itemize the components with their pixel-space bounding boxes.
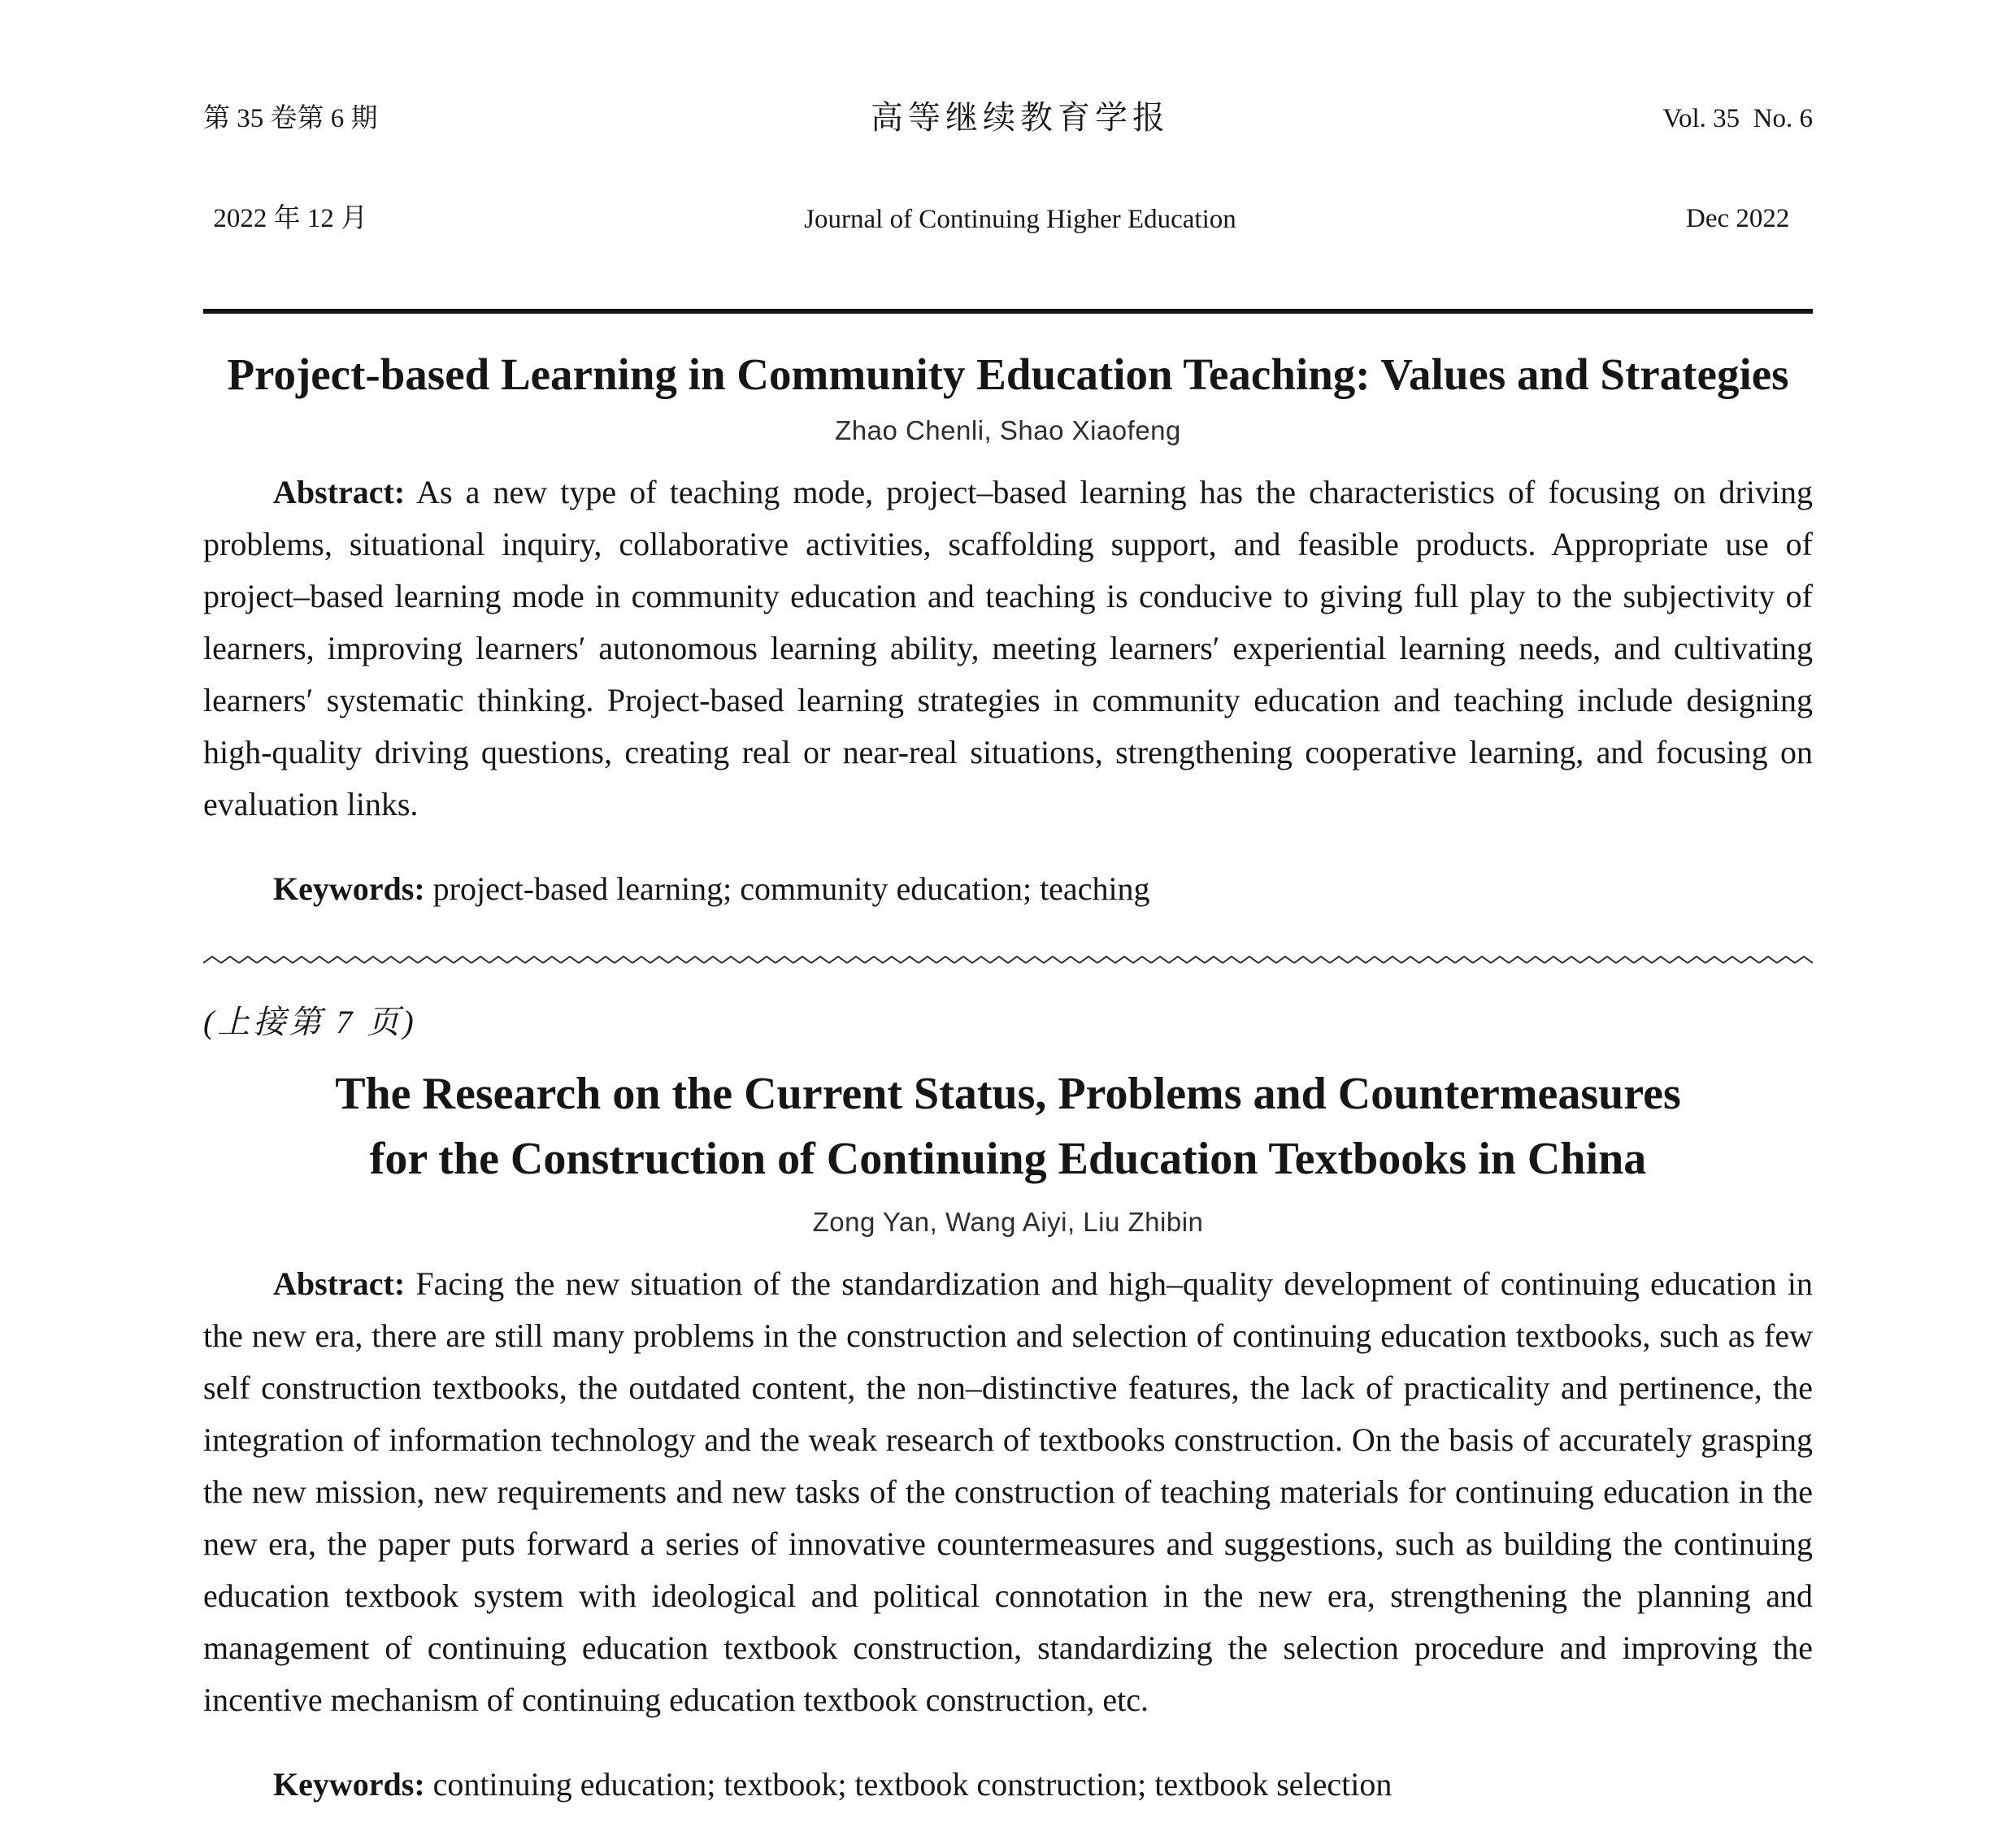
article1-authors: Zhao Chenli, Shao Xiaofeng xyxy=(835,415,1181,445)
journal-running-head xyxy=(203,33,1813,302)
issue-info-right xyxy=(1662,36,1813,302)
article2-keywords xyxy=(203,1759,1813,1811)
volume-issue-zh: 第 35 卷第 6 期 xyxy=(203,104,378,133)
date-en: Dec 2022 xyxy=(1686,204,1790,233)
date-zh: 2022 年 12 月 xyxy=(213,204,368,233)
article2-keywords-text: continuing education; textbook; textbook construction; textbook selection xyxy=(424,1766,1393,1803)
header-rule xyxy=(203,309,1813,314)
article1-keywords xyxy=(203,863,1813,915)
article2-abstract-text: Facing the new situation of the standardization and high–quality development of continuing education in the new era, there are still many problems in the construction and selection of continuing education textbooks, such as few self construction textbooks, the outdated content, the non–distinctive features, the lack of practicality and pertinence, the integration of information technology and the weak research of textbooks construction. On the basis of accurately grasping the new mission, new requirements and new tasks of the construction of teaching materials for continuing education in the new era, the paper puts forward a series of innovative countermeasures and suggestions, such as building the continuing education textbook system with ideological and political connotation in the new era, strengthening the planning and management of continuing education textbook construction, standardizing the selection procedure and improving the incentive mechanism of continuing education textbook construction, etc. xyxy=(203,1265,1813,1718)
article2-title-line2: for the Construction of Continuing Education Textbooks in China xyxy=(369,1134,1647,1184)
article2-authors: Zong Yan, Wang Aiyi, Liu Zhibin xyxy=(812,1207,1204,1237)
article2-abstract xyxy=(203,1258,1813,1726)
article1-abstract xyxy=(203,466,1813,831)
article2-title-line1: The Research on the Current Status, Problems and Countermeasures xyxy=(335,1069,1681,1119)
issue-info-left xyxy=(203,36,378,302)
wavy-divider xyxy=(203,954,1813,965)
article1-keywords-label: Keywords: xyxy=(273,870,425,907)
article2-abstract-label: Abstract: xyxy=(273,1265,406,1302)
volume-issue-en: Vol. 35 No. 6 xyxy=(1662,104,1813,133)
journal-title-zh: 高等继续教育学报 xyxy=(870,99,1170,136)
journal-title-en: Journal of Continuing Higher Education xyxy=(804,205,1236,234)
continued-from-note: (上接第 7 页) xyxy=(203,1004,417,1040)
article1-abstract-label: Abstract: xyxy=(273,474,406,510)
wavy-divider-graphic xyxy=(203,954,1813,965)
article2-keywords-label: Keywords: xyxy=(273,1766,425,1803)
article1-title: Project-based Learning in Community Education Teaching: Values and Strategies xyxy=(227,349,1789,399)
article2-title xyxy=(203,1061,1813,1191)
article1-keywords-text: project-based learning; community education; teaching xyxy=(424,870,1150,907)
article1-abstract-text: As a new type of teaching mode, project–based learning has the characteristics of focusing on driving problems, situational inquiry, collaborative activities, scaffolding support, and feasible products. Appropriate use of project–based learning mode in community education and teaching is conducive to giving full play to the subjectivity of learners, improving learners′ autonomous learning ability, meeting learners′ experiential learning needs, and cultivating learners′ systematic thinking. Project-based learning strategies in community education and teaching include designing high-quality driving questions, creating real or near-real situations, strengthening cooperative learning, and focusing on evaluation links. xyxy=(203,474,1813,822)
journal-title-center xyxy=(804,33,1236,302)
